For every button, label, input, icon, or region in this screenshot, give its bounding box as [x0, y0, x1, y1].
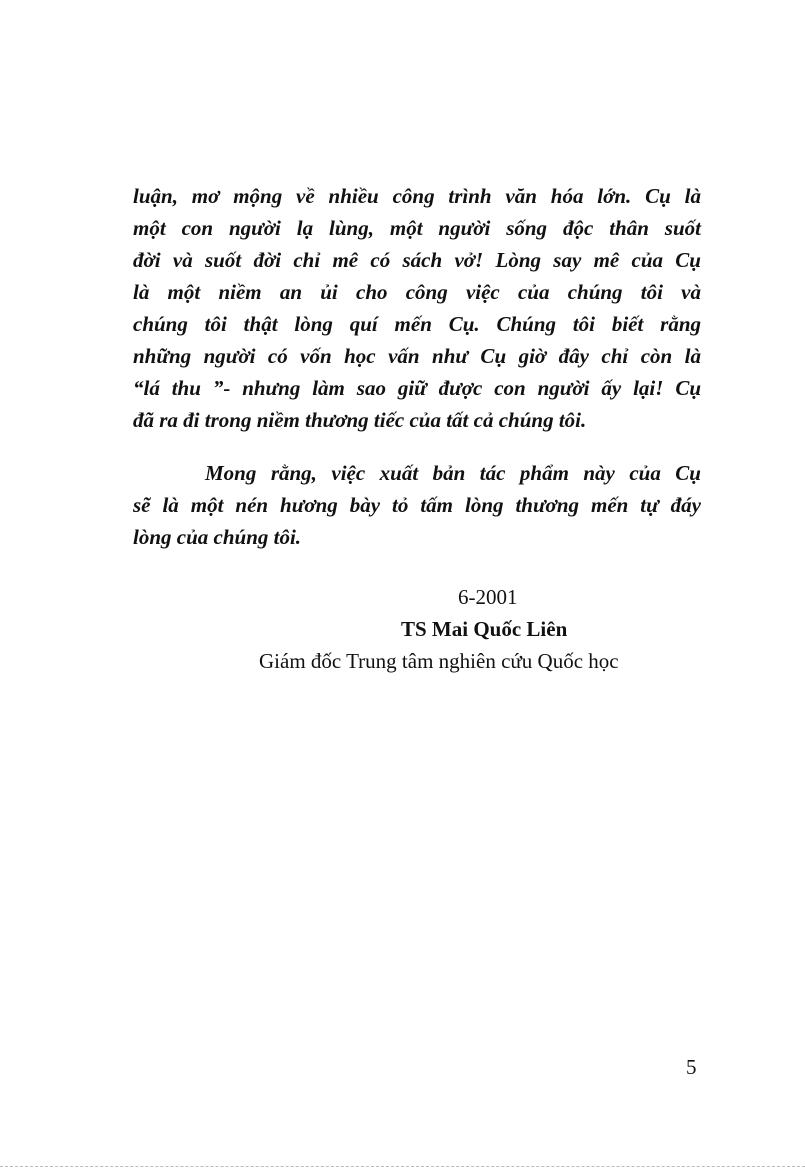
paragraph-2-line: lòng của chúng tôi.	[133, 525, 302, 549]
paragraph-1-line: là một niềm an ủi cho công việc của chúng tôi và	[133, 280, 701, 304]
paragraph-2-line: Mong rằng, việc xuất bản tác phẩm này của Cụ	[205, 461, 701, 485]
paragraph-1-line: đời và suốt đời chỉ mê có sách vở! Lòng say mê của Cụ	[133, 248, 701, 272]
page-number: 5	[686, 1055, 697, 1079]
paragraph-1-line: đã ra đi trong niềm thương tiếc của tất cả chúng tôi.	[133, 408, 587, 432]
paragraph-1-line: một con người lạ lùng, một người sống độc thân suốt	[133, 216, 701, 240]
paragraph-1	[133, 180, 701, 436]
signature-name: TS Mai Quốc Liên	[401, 617, 568, 641]
paragraph-2	[133, 457, 701, 553]
scan-edge-divider	[0, 1166, 805, 1167]
paragraph-1-line: những người có vốn học vấn như Cụ giờ đây chỉ còn là	[133, 344, 701, 368]
paragraph-1-line: chúng tôi thật lòng quí mến Cụ. Chúng tôi biết rằng	[133, 312, 701, 336]
signature-date: 6-2001	[458, 585, 518, 609]
paragraph-2-line: sẽ là một nén hương bày tỏ tấm lòng thương mến tự đáy	[133, 493, 701, 517]
paragraph-1-line: “lá thu ”- nhưng làm sao giữ được con người ấy lại! Cụ	[133, 376, 701, 400]
signature-title: Giám đốc Trung tâm nghiên cứu Quốc học	[259, 649, 619, 673]
paragraph-1-line: luận, mơ mộng về nhiều công trình văn hóa lớn. Cụ là	[133, 184, 701, 208]
